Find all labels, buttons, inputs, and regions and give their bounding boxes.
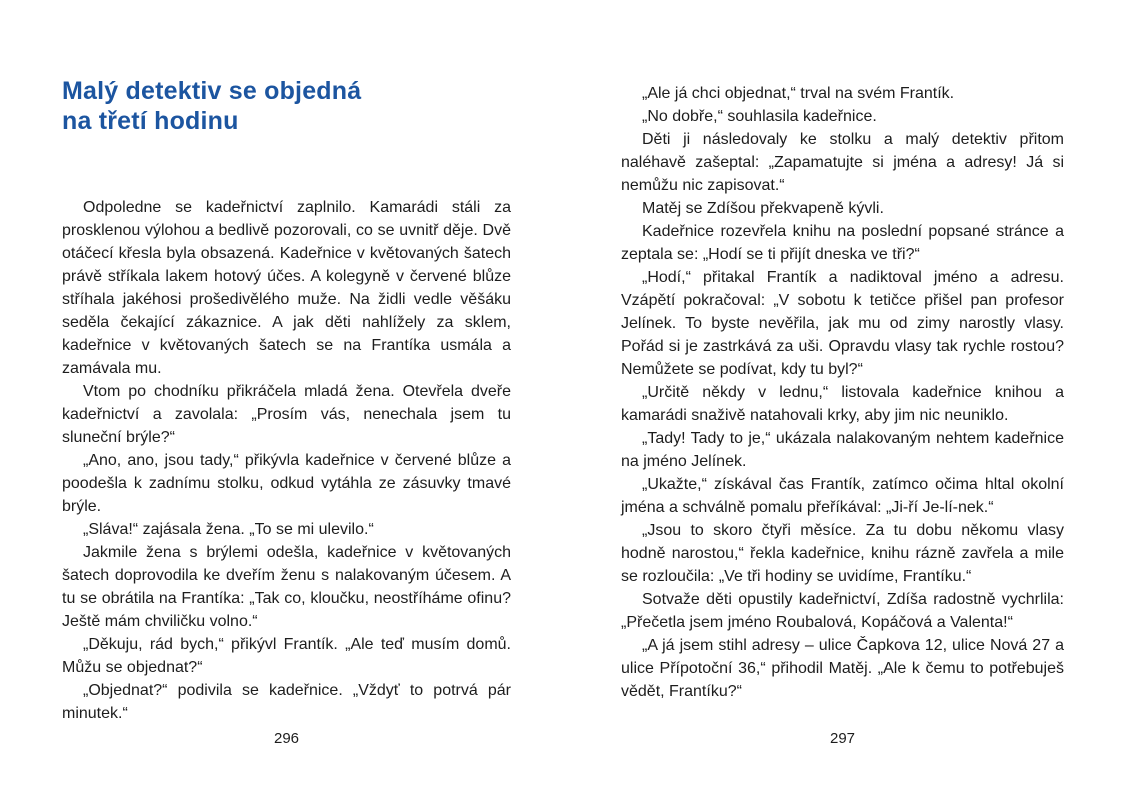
paragraph: „Objednat?“ podivila se kadeřnice. „Vždyť to potrvá pár minutek.“: [62, 682, 511, 722]
paragraph: Jakmile žena s brýlemi odešla, kadeřnice v květovaných šatech doprovodila ke dveřím ženu s nalakovaným účesem. A tu se obrátila na Frantíka: „Tak co, kloučku, neostříháme ofinu? Ještě mám chviličku volno.“: [62, 544, 511, 630]
paragraph: „Ale já chci objednat,“ trval na svém Frantík.: [642, 85, 955, 102]
left-page: [62, 0, 511, 800]
paragraph: Matěj se Zdíšou překvapeně kývli.: [642, 200, 884, 217]
paragraph: „No dobře,“ souhlasila kadeřnice.: [642, 108, 877, 125]
paragraph: Odpoledne se kadeřnictví zaplnilo. Kamarádi stáli za prosklenou výlohou a bedlivě pozorovali, co se uvnitř děje. Dvě otáčecí křesla byla obsazená. Kadeřnice v květovaných šatech právě stříkala lakem hotový účes. A kolegyně v červené blůze stříhala jakéhosi prošedivělého muže. Na židli vedle věšáku seděla čekající zákaznice. A jak děti nahlížely za sklem, kadeřnice v květovaných šatech se na Frantíka usmála a zamávala mu.: [62, 199, 511, 377]
page-number-left: 296: [273, 730, 300, 747]
paragraph: Kadeřnice rozevřela knihu na poslední popsané stránce a zeptala se: „Hodí se ti přijít dneska ve tři?“: [621, 223, 1064, 263]
paragraph: Sotvaže děti opustily kadeřnictví, Zdíša radostně vychrlila: „Přečetla jsem jméno Roubalová, Kopáčová a Valenta!“: [621, 591, 1064, 631]
page-number-right: 297: [829, 730, 856, 747]
chapter-title-line-1: Malý detektiv se objedná: [62, 77, 362, 105]
chapter-title-line-2: na třetí hodinu: [62, 107, 239, 135]
paragraph: „Určitě někdy v lednu,“ listovala kadeřnice knihou a kamarádi snaživě natahovali krky, aby jim nic neuniklo.: [621, 384, 1064, 424]
paragraph: „Ukažte,“ získával čas Frantík, zatímco očima hltal okolní jména a schválně pomalu přeříkával: „Ji-ří Je-lí-nek.“: [621, 476, 1064, 516]
paragraph: „Sláva!“ zajásala žena. „To se mi ulevilo.“: [83, 521, 374, 538]
paragraph: „Ano, ano, jsou tady,“ přikývla kadeřnice v červené blůze a poodešla k zadnímu stolku, odkud vytáhla ze zásuvky tmavé brýle.: [62, 452, 511, 515]
right-page-text: [621, 82, 1064, 703]
paragraph: „Hodí,“ přitakal Frantík a nadiktoval jméno a adresu. Vzápětí pokračoval: „V sobotu k tetičce přišel pan profesor Jelínek. To byste nevěřila, jak mu od zimy narostly vlasy. Pořád si je zastrkává za uši. Opravdu vlasy tak rychle rostou? Nemůžete se podívat, kdy tu byl?“: [621, 269, 1064, 378]
left-page-text: [62, 196, 511, 725]
paragraph: Vtom po chodníku přikráčela mladá žena. Otevřela dveře kadeřnictví a zavolala: „Prosím vás, nenechala jsem tu sluneční brýle?“: [62, 383, 511, 446]
chapter-title: [62, 76, 511, 136]
paragraph: „Tady! Tady to je,“ ukázala nalakovaným nehtem kadeřnice na jméno Jelínek.: [621, 430, 1064, 470]
paragraph: „Děkuju, rád bych,“ přikývl Frantík. „Ale teď musím domů. Můžu se objednat?“: [62, 636, 511, 676]
paragraph: Děti ji následovaly ke stolku a malý detektiv přitom naléhavě zašeptal: „Zapamatujte si jména a adresy! Já si nemůžu nic zapisovat.“: [621, 131, 1064, 194]
paragraph: „A já jsem stihl adresy – ulice Čapkova 12, ulice Nová 27 a ulice Přípotoční 36,“ přihodil Matěj. „Ale k čemu to potřebuješ vědět, Frantíku?“: [621, 637, 1064, 700]
right-page: [621, 0, 1064, 800]
paragraph: „Jsou to skoro čtyři měsíce. Za tu dobu někomu vlasy hodně narostou,“ řekla kadeřnice, knihu rázně zavřela a mile se rozloučila: „Ve tři hodiny se uvidíme, Frantíku.“: [621, 522, 1064, 585]
